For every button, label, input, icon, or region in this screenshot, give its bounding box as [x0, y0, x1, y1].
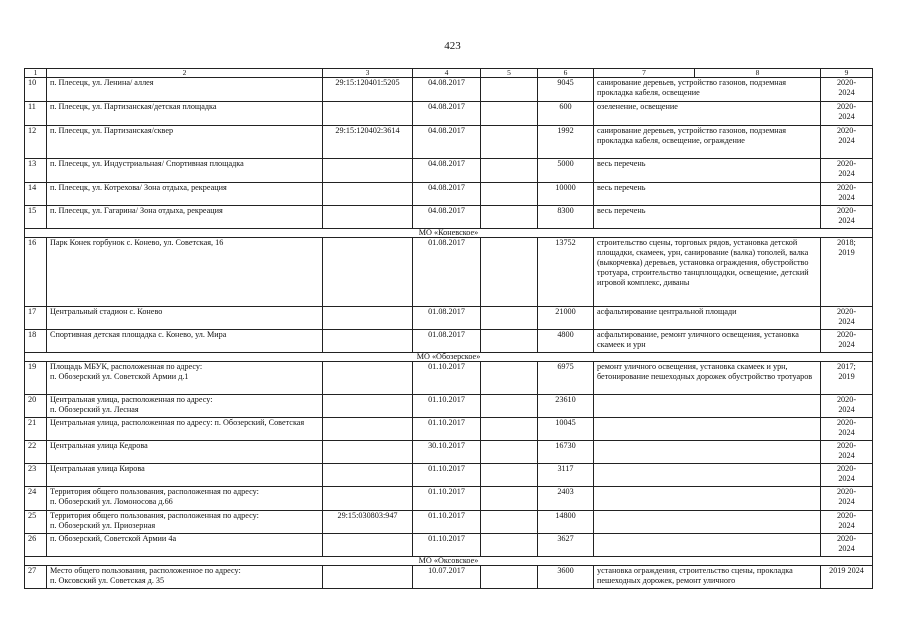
area-cell: 8300: [538, 206, 594, 229]
cadastral-number-cell: [323, 159, 413, 183]
works-list-cell: озеленение, освещение: [594, 102, 821, 126]
column-header: 7: [594, 69, 695, 78]
area-cell: 10000: [538, 183, 594, 206]
date-cell: 01.10.2017: [413, 418, 481, 441]
date-cell: 01.08.2017: [413, 238, 481, 307]
works-list-cell: санирование деревьев, устройство газонов, подземная прокладка кабеля, освещение, ограждение: [594, 126, 821, 159]
object-address-cell: п. Плесецк, ул. Ленина/ аллея: [47, 78, 323, 102]
object-address-cell: п. Плесецк, ул. Гагарина/ Зона отдыха, рекреация: [47, 206, 323, 229]
row-number-cell: 12: [25, 126, 47, 159]
works-list-cell: [594, 487, 821, 511]
object-address-cell: Центральная улица Кирова: [47, 464, 323, 487]
works-list-cell: асфальтирование центральной площади: [594, 307, 821, 330]
area-cell: 3117: [538, 464, 594, 487]
object-address-cell: Центральный стадион с. Конево: [47, 307, 323, 330]
period-cell: 2020- 2024: [821, 78, 873, 102]
row-number-cell: 13: [25, 159, 47, 183]
area-cell: 5000: [538, 159, 594, 183]
column-header: 6: [538, 69, 594, 78]
row-number-cell: 21: [25, 418, 47, 441]
period-cell: 2020- 2024: [821, 183, 873, 206]
table-row: [25, 534, 873, 557]
section-header-row: [25, 229, 873, 238]
column-header: 3: [323, 69, 413, 78]
row-number-cell: 11: [25, 102, 47, 126]
date-cell: 01.10.2017: [413, 534, 481, 557]
empty-column-cell: [481, 307, 538, 330]
object-address-cell: Центральная улица, расположенная по адресу: п. Обозерский ул. Лесная: [47, 395, 323, 418]
row-number-cell: 25: [25, 511, 47, 534]
empty-column-cell: [481, 418, 538, 441]
register-table-body: [25, 69, 873, 589]
works-list-cell: весь перечень: [594, 206, 821, 229]
empty-column-cell: [481, 159, 538, 183]
works-list-cell: [594, 534, 821, 557]
table-row: [25, 487, 873, 511]
empty-column-cell: [481, 441, 538, 464]
cadastral-number-cell: [323, 330, 413, 353]
date-cell: 04.08.2017: [413, 126, 481, 159]
empty-column-cell: [481, 395, 538, 418]
date-cell: 04.08.2017: [413, 206, 481, 229]
date-cell: 04.08.2017: [413, 78, 481, 102]
column-number-row: [25, 69, 873, 78]
column-header: 8: [695, 69, 821, 78]
cadastral-number-cell: 29:15:120402:3614: [323, 126, 413, 159]
empty-column-cell: [481, 566, 538, 589]
row-number-cell: 16: [25, 238, 47, 307]
period-cell: 2020- 2024: [821, 464, 873, 487]
works-list-cell: весь перечень: [594, 183, 821, 206]
table-row: [25, 441, 873, 464]
empty-column-cell: [481, 102, 538, 126]
cadastral-number-cell: 29:15:030803:947: [323, 511, 413, 534]
object-address-cell: Центральная улица, расположенная по адресу: п. Обозерский, Советская: [47, 418, 323, 441]
empty-column-cell: [481, 511, 538, 534]
row-number-cell: 19: [25, 362, 47, 395]
object-address-cell: Территория общего пользования, расположенная по адресу: п. Обозерский ул. Приозерная: [47, 511, 323, 534]
date-cell: 01.10.2017: [413, 362, 481, 395]
table-row: [25, 238, 873, 307]
period-cell: 2020- 2024: [821, 441, 873, 464]
cadastral-number-cell: [323, 418, 413, 441]
table-row: [25, 362, 873, 395]
area-cell: 16730: [538, 441, 594, 464]
date-cell: 01.08.2017: [413, 330, 481, 353]
period-cell: 2020- 2024: [821, 511, 873, 534]
column-header: 5: [481, 69, 538, 78]
date-cell: 01.10.2017: [413, 511, 481, 534]
date-cell: 04.08.2017: [413, 102, 481, 126]
page-number: 423: [444, 40, 461, 52]
period-cell: 2020- 2024: [821, 330, 873, 353]
object-address-cell: п. Плесецк, ул. Партизанская/детская площадка: [47, 102, 323, 126]
date-cell: 01.08.2017: [413, 307, 481, 330]
works-list-cell: весь перечень: [594, 159, 821, 183]
empty-column-cell: [481, 362, 538, 395]
period-cell: 2020- 2024: [821, 126, 873, 159]
cadastral-number-cell: [323, 206, 413, 229]
table-row: [25, 566, 873, 589]
area-cell: 21000: [538, 307, 594, 330]
object-address-cell: п. Обозерский, Советской Армии 4а: [47, 534, 323, 557]
works-list-cell: установка ограждения, строительство сцены, прокладка пешеходных дорожек, ремонт уличного: [594, 566, 821, 589]
object-address-cell: Спортивная детская площадка с. Конево, ул. Мира: [47, 330, 323, 353]
cadastral-number-cell: [323, 307, 413, 330]
row-number-cell: 14: [25, 183, 47, 206]
table-row: [25, 330, 873, 353]
area-cell: 23610: [538, 395, 594, 418]
works-list-cell: [594, 395, 821, 418]
works-list-cell: санирование деревьев, устройство газонов, подземная прокладка кабеля, освещение: [594, 78, 821, 102]
date-cell: 01.10.2017: [413, 395, 481, 418]
table-row: [25, 183, 873, 206]
table-row: [25, 102, 873, 126]
cadastral-number-cell: [323, 395, 413, 418]
object-address-cell: Территория общего пользования, расположенная по адресу: п. Обозерский ул. Ломоносова д.66: [47, 487, 323, 511]
section-header-row: [25, 353, 873, 362]
table-row: [25, 464, 873, 487]
empty-column-cell: [481, 183, 538, 206]
works-list-cell: [594, 441, 821, 464]
object-address-cell: п. Плесецк, ул. Котрехова/ Зона отдыха, рекреация: [47, 183, 323, 206]
cadastral-number-cell: [323, 441, 413, 464]
date-cell: 10.07.2017: [413, 566, 481, 589]
period-cell: 2018; 2019: [821, 238, 873, 307]
cadastral-number-cell: [323, 102, 413, 126]
empty-column-cell: [481, 78, 538, 102]
cadastral-number-cell: [323, 238, 413, 307]
row-number-cell: 15: [25, 206, 47, 229]
period-cell: 2019 2024: [821, 566, 873, 589]
period-cell: 2020- 2024: [821, 307, 873, 330]
period-cell: 2020- 2024: [821, 395, 873, 418]
date-cell: 04.08.2017: [413, 159, 481, 183]
area-cell: 2403: [538, 487, 594, 511]
cadastral-number-cell: [323, 362, 413, 395]
cadastral-number-cell: [323, 487, 413, 511]
object-address-cell: Центральная улица Кедрова: [47, 441, 323, 464]
area-cell: 14800: [538, 511, 594, 534]
period-cell: 2020- 2024: [821, 102, 873, 126]
cadastral-number-cell: [323, 464, 413, 487]
row-number-cell: 27: [25, 566, 47, 589]
area-cell: 9045: [538, 78, 594, 102]
empty-column-cell: [481, 238, 538, 307]
row-number-cell: 18: [25, 330, 47, 353]
empty-column-cell: [481, 487, 538, 511]
column-header: 4: [413, 69, 481, 78]
date-cell: 30.10.2017: [413, 441, 481, 464]
section-title: МО «Обозерское»: [25, 353, 873, 362]
works-list-cell: [594, 418, 821, 441]
row-number-cell: 26: [25, 534, 47, 557]
row-number-cell: 24: [25, 487, 47, 511]
area-cell: 3627: [538, 534, 594, 557]
date-cell: 01.10.2017: [413, 487, 481, 511]
object-address-cell: Площадь МБУК, расположенная по адресу: п. Обозерский ул. Советской Армии д.1: [47, 362, 323, 395]
object-address-cell: п. Плесецк, ул. Индустриальная/ Спортивная площадка: [47, 159, 323, 183]
period-cell: 2020- 2024: [821, 159, 873, 183]
empty-column-cell: [481, 464, 538, 487]
works-list-cell: [594, 464, 821, 487]
section-title: МО «Оксовское»: [25, 557, 873, 566]
row-number-cell: 17: [25, 307, 47, 330]
period-cell: 2017; 2019: [821, 362, 873, 395]
table-row: [25, 206, 873, 229]
row-number-cell: 22: [25, 441, 47, 464]
area-cell: 3600: [538, 566, 594, 589]
table-row: [25, 511, 873, 534]
row-number-cell: 23: [25, 464, 47, 487]
object-address-cell: п. Плесецк, ул. Партизанская/сквер: [47, 126, 323, 159]
area-cell: 1992: [538, 126, 594, 159]
empty-column-cell: [481, 330, 538, 353]
area-cell: 4800: [538, 330, 594, 353]
register-table: [24, 68, 873, 589]
empty-column-cell: [481, 126, 538, 159]
works-list-cell: ремонт уличного освещения, установка скамеек и урн, бетонирование пешеходных дорожек обустройство тротуаров: [594, 362, 821, 395]
works-list-cell: асфальтирование, ремонт уличного освещения, установка скамеек и урн: [594, 330, 821, 353]
table-row: [25, 307, 873, 330]
section-header-row: [25, 557, 873, 566]
section-title: МО «Коневское»: [25, 229, 873, 238]
works-list-cell: [594, 511, 821, 534]
table-row: [25, 126, 873, 159]
column-header: 1: [25, 69, 47, 78]
period-cell: 2020- 2024: [821, 534, 873, 557]
date-cell: 01.10.2017: [413, 464, 481, 487]
area-cell: 10045: [538, 418, 594, 441]
area-cell: 600: [538, 102, 594, 126]
period-cell: 2020- 2024: [821, 418, 873, 441]
cadastral-number-cell: 29:15:120401:5205: [323, 78, 413, 102]
cadastral-number-cell: [323, 566, 413, 589]
empty-column-cell: [481, 534, 538, 557]
area-cell: 6975: [538, 362, 594, 395]
column-header: 9: [821, 69, 873, 78]
row-number-cell: 10: [25, 78, 47, 102]
period-cell: 2020- 2024: [821, 206, 873, 229]
table-row: [25, 159, 873, 183]
date-cell: 04.08.2017: [413, 183, 481, 206]
row-number-cell: 20: [25, 395, 47, 418]
works-list-cell: строительство сцены, торговых рядов, установка детской площадки, скамеек, урн, санирование (валка) тополей, валка (выкорчевка) деревьев, установка ограждения, обустройство тротуара, строительство танцплощадки, освещение, детский игровой комплекс, диваны: [594, 238, 821, 307]
table-row: [25, 395, 873, 418]
area-cell: 13752: [538, 238, 594, 307]
empty-column-cell: [481, 206, 538, 229]
period-cell: 2020- 2024: [821, 487, 873, 511]
cadastral-number-cell: [323, 183, 413, 206]
object-address-cell: Место общего пользования, расположенное по адресу: п. Оксовский ул. Советская д. 35: [47, 566, 323, 589]
column-header: 2: [47, 69, 323, 78]
cadastral-number-cell: [323, 534, 413, 557]
table-row: [25, 78, 873, 102]
table-row: [25, 418, 873, 441]
object-address-cell: Парк Конек горбунок с. Конево, ул. Советская, 16: [47, 238, 323, 307]
